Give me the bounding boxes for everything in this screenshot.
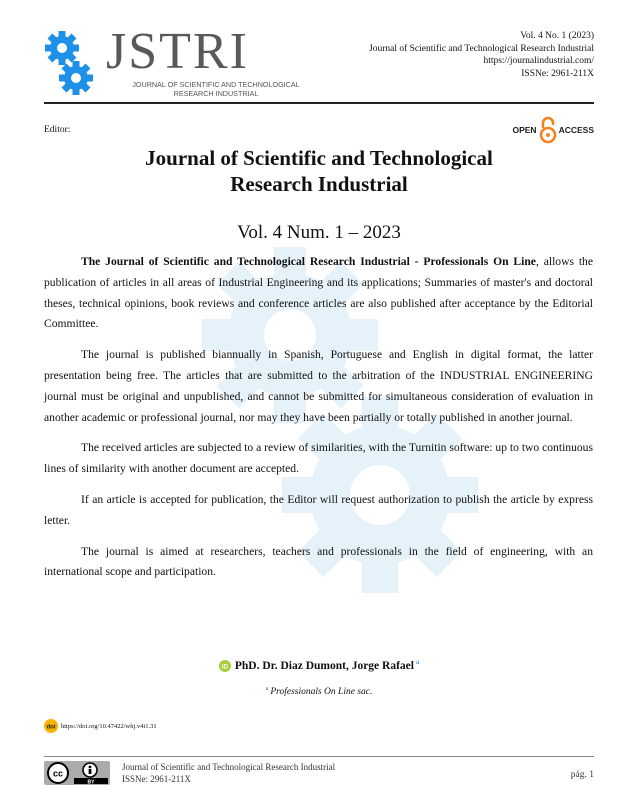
logo-wordmark: JSTRI (106, 23, 249, 80)
author-superscript: a (415, 658, 420, 666)
svg-text:BY: BY (87, 779, 95, 785)
meta-journal-name: Journal of Scientific and Technological Research Industrial (369, 43, 594, 54)
meta-volume: Vol. 4 No. 1 (2023) (520, 31, 594, 41)
footer-journal-name: Journal of Scientific and Technological Research Industrial (122, 762, 336, 772)
affiliation-superscript: a (265, 686, 269, 692)
svg-text:iD: iD (221, 663, 229, 671)
orcid-icon[interactable] (219, 660, 231, 672)
paragraph-1-bold: The Journal of Scientific and Technological Research Industrial - Professionals On Line (81, 255, 536, 268)
paragraph-5: The journal is aimed at researchers, teachers and professionals in the field of engineering, with an international scope and participation. (44, 544, 593, 579)
header-divider (44, 102, 594, 104)
body-text (44, 252, 593, 593)
volume-heading: Vol. 4 Num. 1 – 2023 (237, 222, 401, 243)
logo-subtitle (106, 80, 326, 98)
page-title (0, 145, 638, 197)
paragraph-3: The received articles are subjected to a review of similarities, with the Turnitin software: up to two continuous lines of similarity with another document are accepted. (44, 441, 593, 476)
editor-label: Editor: (44, 125, 71, 135)
paragraph-1 (44, 252, 593, 335)
gears-logo-icon (44, 28, 96, 98)
svg-text:cc: cc (52, 768, 64, 779)
svg-text:doi: doi (46, 724, 56, 731)
title-line2: Research Industrial (230, 172, 408, 196)
meta-issn: ISSNe: 2961-211X (521, 68, 594, 79)
open-access-right: ACCESS (558, 125, 594, 135)
title-line1: Journal of Scientific and Technological (145, 146, 493, 170)
logo-subtitle-line2: RESEARCH INDUSTRIAL (173, 89, 259, 98)
logo-subtitle-line1: JOURNAL OF SCIENTIFIC AND TECHNOLOGICAL (132, 80, 300, 89)
meta-url-link[interactable]: https://journalindustrial.com/ (483, 56, 594, 66)
page-number: pág. 1 (570, 770, 594, 780)
doi-icon (44, 719, 58, 733)
open-lock-icon (539, 116, 557, 144)
journal-logo (44, 22, 300, 102)
open-access-left: OPEN (512, 125, 537, 135)
paragraph-4: If an article is accepted for publication, the Editor will request authorization to publish the article by express letter. (44, 492, 593, 527)
footer-journal-info (122, 761, 335, 785)
affiliation (0, 686, 638, 697)
paragraph-2: The journal is published biannually in Spanish, Portuguese and English in digital format, the latter presentation being free. The articles that are submitted to the arbitration of the INDUSTRIAL ENGINEERING journal must be original and unpublished, and cannot be submitted for simultaneous consideration of evaluation in another academic or professional journal, nor may they have been partially or totally published in another journal. (44, 348, 593, 424)
doi-line (44, 719, 157, 733)
open-access-badge (512, 116, 594, 144)
footer-issn: ISSNe: 2961-211X (122, 774, 191, 784)
footer-divider (44, 756, 594, 757)
author-name: PhD. Dr. Diaz Dumont, Jorge Rafael (234, 660, 414, 672)
paragraph-1-rest: , allows the publication of articles in all areas of Industrial Engineering and its applications; Summaries of master's and doctoral theses, technical opinions, book reviews and conference articles are also published after acceptance by the Editorial Committee. (44, 255, 593, 331)
affiliation-text: Professionals On Line sac. (270, 687, 373, 698)
doi-link[interactable]: https://doi.org/10.47422/whj.v4i1.31 (61, 722, 157, 730)
header-meta (369, 30, 594, 80)
creative-commons-by-icon (44, 761, 110, 785)
author-line (0, 660, 638, 672)
